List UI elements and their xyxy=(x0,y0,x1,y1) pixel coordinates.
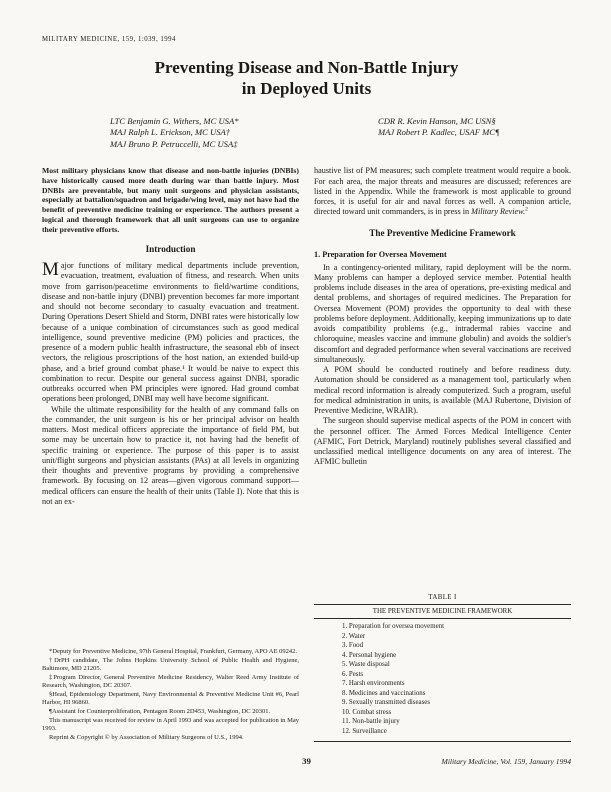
article-title-line1: Preventing Disease and Non-Battle Injury xyxy=(154,58,459,77)
footnote-block xyxy=(42,638,299,742)
article-title-line2: in Deployed Units xyxy=(241,79,372,99)
author-group-left xyxy=(110,116,239,151)
two-column-body xyxy=(42,166,571,742)
author: LTC Benjamin G. Withers, MC USA* xyxy=(110,115,239,126)
framework-paragraph-3: The surgeon should supervise medical aspects of the POM in concert with the personnel officer. The Armed Forces Medical Intelligence Center (AFMIC, Fort Detrick, Maryland) routinely publishes several classified and unclassified medical intelligence documents on any area of interest. The AFMIC bulletin xyxy=(314,416,571,467)
footnote: ¶Assistant for Counterproliferation, Pentagon Room 2D453, Washington, DC 20301. xyxy=(49,707,271,715)
footnote: §Head, Epidemiology Department, Navy Environmental & Preventive Medicine Unit #6, Pearl Harbor, HI 96860. xyxy=(42,690,299,707)
page-number: 39 xyxy=(302,756,311,766)
intro-paragraph-2: While the ultimate responsibility for the health of any command falls on the commander, the unit surgeon is his or her principal advisor on health matters. Most medical officers appreciate the importance of field PM, but some may be uncertain how to practice it, not having had the benefit of specific training or experience. The purpose of this paper is to assist unit/flight surgeons and physician assistants (PAs) at all levels in organizing their thoughts and preventive programs by providing a comprehensive framework. By focusing on 12 areas—given vigorous command support—medical officers can ensure the health of their units (Table I). Note that this is not an ex- xyxy=(42,404,299,506)
left-column xyxy=(42,166,299,742)
footnote: ‡Program Director, General Preventive Medicine Residency, Walter Reed Army Institute of Research, Washington, DC 20307. xyxy=(42,673,299,690)
intro-paragraph-1-text: ajor functions of military medical departments include prevention, evacuation, treatment, evaluation of fitness, and research. When units move from garrison/peacetime environments to field/wartime conditions, disease and non-battle injury (DNBI) prevention becomes far more important and should not become secondary to casualty evacuation and treatment. During Operations Desert Shield and Storm, DNBI rates were historically low because of a unique combination of circumstances such as good medical intelligence, sound preventive medicine (PM) policies and practices, the presence of a modern public health infrastructure, the seasonal ebb of insect vectors, the religious proscriptions of the host nation, an extended build-up phase, and a brief ground combat phase.¹ It would be naive to expect this combination to recur. Despite our general success against DNBI, sporadic outbreaks occurred when PM principles were ignored. Had ground combat operations been prolonged, DNBI may well have become significant. xyxy=(42,261,299,404)
table-item: 4. Personal hygiene xyxy=(342,651,397,659)
subsection-heading-pom: 1. Preparation for Oversea Movement xyxy=(314,249,447,259)
intro-paragraph-1 xyxy=(42,261,299,405)
framework-paragraph-1: In a contingency-oriented military, rapid deployment will be the norm. Many problems can hamper a deployed service member. Potential health problems include diseases in the area of operations, pre-existing medical and dental problems, and shortages of required medicines. The Preparation for Oversea Movement (POM) provides the opportunity to deal with these problems before deployment. Additionally, keeping immunizations up to date avoids compatibility problems (e.g., intradermal rabies vaccine and chloroquine, measles vaccine and immune globulin) and avoids the soldier's discomfort and degraded performance when several vaccinations are received simultaneously. xyxy=(314,262,571,364)
table-item: 6. Pests xyxy=(342,670,364,678)
table-item: 9. Sexually transmitted diseases xyxy=(342,699,431,707)
reference-superscript: 2 xyxy=(525,206,528,213)
author-block xyxy=(42,116,571,151)
table-1-title: THE PREVENTIVE MEDICINE FRAMEWORK xyxy=(314,604,571,618)
journal-reference-italic: Military Review. xyxy=(471,207,526,217)
section-heading-introduction: Introduction xyxy=(145,244,196,255)
footer-journal-citation: Military Medicine, Vol. 159, January 1994 xyxy=(441,757,571,766)
table-1-label: TABLE I xyxy=(428,594,457,602)
abstract: Most military physicians know that disease and non-battle injuries (DNBIs) have historically caused more death during war than battle injury. Most DNBIs are preventable, but many unit surgeons and physician assistants, especially at battalion/squadron and brigade/wing level, may not have had the benefit of preventive medicine training or experience. The authors present a logical and thorough framework that all unit surgeons can use to organize their preventive efforts. xyxy=(42,166,299,234)
journal-header: MILITARY MEDICINE, 159, 1:039, 1994 xyxy=(42,36,176,43)
author: MAJ Bruno P. Petruccelli, MC USA‡ xyxy=(110,138,238,149)
author-col-right xyxy=(307,116,572,151)
footnote: †DrPH candidate, The Johns Hopkins University School of Public Health and Hygiene, Baltimore, MD 21205. xyxy=(42,656,299,673)
footnote-copyright: Reprint & Copyright © by Association of Military Surgeons of U.S., 1994. xyxy=(49,733,244,741)
table-item: 12. Surveillance xyxy=(342,727,387,735)
footnote: *Deputy for Preventive Medicine, 97th General Hospital, Frankfurt, Germany, APO AE 09242. xyxy=(49,647,297,655)
table-item: 7. Harsh environments xyxy=(342,680,405,688)
dropcap-letter: M xyxy=(42,259,59,281)
author-group-right xyxy=(378,116,500,139)
table-item: 8. Medicines and vaccinations xyxy=(342,689,426,697)
table-item: 11. Non-battle injury xyxy=(342,718,400,726)
table-1 xyxy=(314,594,571,742)
continuation-text: haustive list of PM measures; such complete treatment would require a book. For each area, the major threats and measures are discussed; references are listed in the Appendix. While the framework is most applicable to ground forces, it is useful for air and naval forces as well. A companion article, directed toward unit commanders, is in press in xyxy=(314,166,571,217)
table-item: 1. Preparation for oversea movement xyxy=(342,623,444,631)
author-col-left xyxy=(42,116,307,151)
right-column xyxy=(314,166,571,742)
table-item: 10. Combat stress xyxy=(342,708,392,716)
author: MAJ Robert P. Kadlec, USAF MC¶ xyxy=(377,127,500,138)
article-title xyxy=(42,57,571,100)
table-item: 2. Water xyxy=(342,632,366,640)
page-footer xyxy=(42,756,571,768)
author: CDR R. Kevin Hanson, MC USN§ xyxy=(377,115,496,126)
table-1-items xyxy=(314,618,571,742)
table-item: 3. Food xyxy=(342,642,364,650)
author: MAJ Ralph L. Erickson, MC USA† xyxy=(110,127,231,138)
section-heading-framework: The Preventive Medicine Framework xyxy=(369,227,516,238)
intro-paragraph-2-continuation xyxy=(314,166,571,217)
framework-paragraph-2: A POM should be conducted routinely and before readiness duty. Automation should be considered as a management tool, particularly when medical record information is already computerized. Such a program, useful for medical administration in units, is available (MAJ Rubertone, Division of Preventive Medicine, WRAIR). xyxy=(314,365,571,416)
table-item: 5. Waste disposal xyxy=(342,661,390,669)
footnote-received: This manuscript was received for review in April 1993 and was accepted for publication in May 1993. xyxy=(42,716,299,733)
